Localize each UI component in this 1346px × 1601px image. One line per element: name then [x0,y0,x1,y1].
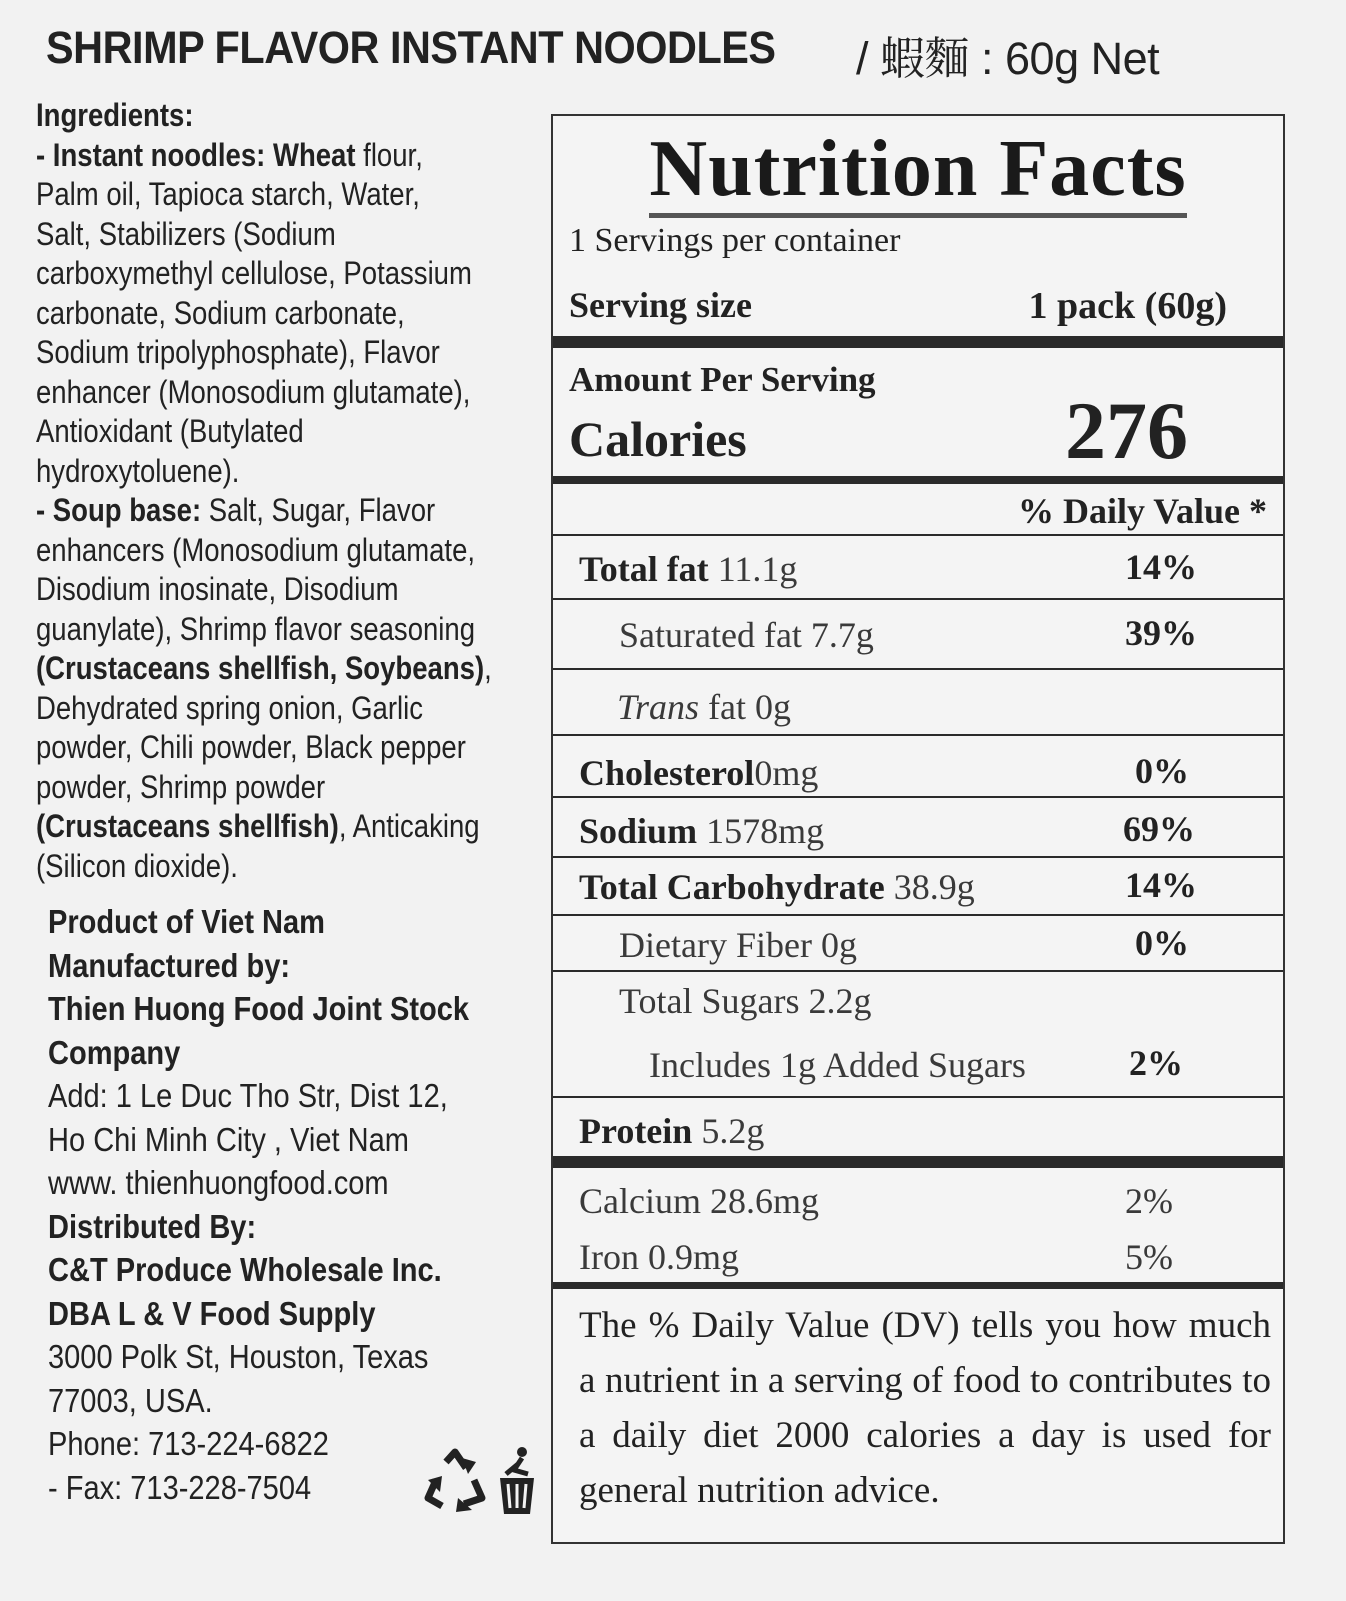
daily-value-header: % Daily Value * [1017,491,1267,531]
distributor-address: 3000 Polk St, Houston, Texas [48,1338,429,1375]
ingredients-line: enhancers (Monosodium glutamate, [36,531,476,568]
divider [553,914,1283,916]
added-sugars-dv: 2% [1129,1043,1183,1083]
nutrition-facts-panel [551,114,1285,1544]
ingredients-line: Dehydrated spring onion, Garlic [36,689,424,726]
ingredients-line: - Instant noodles: Wheat flour, [36,136,423,173]
ingredients-line: powder, Chili powder, Black pepper [36,729,466,765]
calcium-row: Calcium 28.6mg [579,1181,819,1221]
added-sugars-row: Includes 1g Added Sugars [649,1045,1026,1085]
fax: - Fax: 713-228-7504 [48,1468,312,1506]
divider-thick [553,336,1283,348]
divider-thick [553,1282,1283,1289]
origin: Product of Viet Nam [48,903,326,940]
distributor-address: 77003, USA. [48,1381,213,1419]
daily-value-footnote: The % Daily Value (DV) tells you how much a nutrient in a serving of food to contributes to a daily diet 2000 calories a day is used for general nutrition advice. [579,1305,1271,1511]
ingredients-line: - Soup base: Salt, Sugar, Flavor [36,492,436,528]
calories-label: Calories [569,411,747,467]
dietary-fiber-dv: 0% [1135,923,1189,963]
ingredients-line: Disodium inosinate, Disodium [36,571,399,607]
nutrition-facts-title: Nutrition Facts [553,124,1283,214]
ingredients-line: Palm oil, Tapioca starch, Water, [36,176,420,212]
ingredients-line: enhancer (Monosodium glutamate), [36,373,471,410]
manufacturer-label: Manufactured by: [48,946,291,984]
product-title-en: SHRIMP FLAVOR INSTANT NOODLES [46,22,776,73]
product-title [46,22,1306,82]
trans-fat-row: Trans fat 0g [617,687,792,727]
ingredients-line: powder, Shrimp powder [36,768,326,805]
calcium-dv: 2% [1125,1181,1173,1221]
serving-size-label: Serving size [569,285,752,325]
manufacturer-address: Add: 1 Le Duc Tho Str, Dist 12, [48,1077,448,1114]
total-fat-dv: 14% [1125,547,1197,587]
sodium-dv: 69% [1123,809,1195,849]
website: www. thienhuongfood.com [48,1164,389,1201]
cholesterol-dv: 0% [1135,751,1189,791]
ingredients-line: carbonate, Sodium carbonate, [36,294,405,331]
divider [553,796,1283,798]
ingredients-block [36,96,556,886]
iron-row: Iron 0.9mg [579,1237,739,1277]
divider [553,970,1283,972]
divider [553,1096,1283,1098]
serving-size-value: 1 pack (60g) [1028,285,1227,327]
protein-row: Protein 5.2g [579,1111,765,1151]
calories-value: 276 [1065,385,1188,476]
total-sugars-row: Total Sugars 2.2g [619,981,872,1021]
ingredients-line: Salt, Stabilizers (Sodium [36,215,336,252]
divider [553,734,1283,736]
ingredients-line: hydroxytoluene). [36,452,240,489]
servings-per-container: 1 Servings per container [569,222,901,259]
divider [553,534,1283,536]
ingredients-line: carboxymethyl cellulose, Potassium [36,255,472,291]
manufacturer-name: Company [48,1033,181,1071]
saturated-fat-row: Saturated fat 7.7g [619,615,874,655]
total-carbohydrate-dv: 14% [1125,865,1197,905]
ingredients-line: Antioxidant (Butylated [36,413,304,449]
disposal-icons [422,1448,542,1520]
manufacturer-address: Ho Chi Minh City , Viet Nam [48,1120,409,1158]
ingredients-heading: Ingredients: [36,97,194,133]
total-carbohydrate-row: Total Carbohydrate 38.9g [579,867,975,907]
total-fat-row: Total fat 11.1g [579,549,798,589]
dietary-fiber-row: Dietary Fiber 0g [619,925,857,965]
divider-thick [553,1156,1283,1168]
distributor-name: C&T Produce Wholesale Inc. [48,1251,442,1288]
ingredients-line: guanylate), Shrimp flavor seasoning [36,610,476,647]
divider [553,668,1283,670]
cholesterol-row: Cholesterol0mg [579,753,819,793]
divider [553,856,1283,858]
trash-bin-icon [492,1444,542,1516]
distributor-name: DBA L & V Food Supply [48,1294,376,1332]
divider [553,598,1283,600]
sodium-row: Sodium 1578mg [579,811,825,851]
allergen-line: (Crustaceans shellfish, Soybeans), [36,650,492,686]
divider-thick [553,476,1283,484]
manufacturer-name: Thien Huong Food Joint Stock [48,990,470,1027]
ingredients-line: (Silicon dioxide). [36,847,238,884]
recycle-icon [422,1448,488,1518]
company-block [48,900,568,1509]
ingredients-line: Sodium tripolyphosphate), Flavor [36,334,440,370]
distributor-label: Distributed By: [48,1207,257,1245]
saturated-fat-dv: 39% [1125,613,1197,653]
iron-dv: 5% [1125,1237,1173,1277]
allergen-line: (Crustaceans shellfish), Anticaking [36,808,480,844]
amount-per-serving: Amount Per Serving [569,360,876,399]
product-title-zh: / 蝦麵 : 60g Net [856,33,1160,84]
phone: Phone: 713-224-6822 [48,1425,329,1462]
